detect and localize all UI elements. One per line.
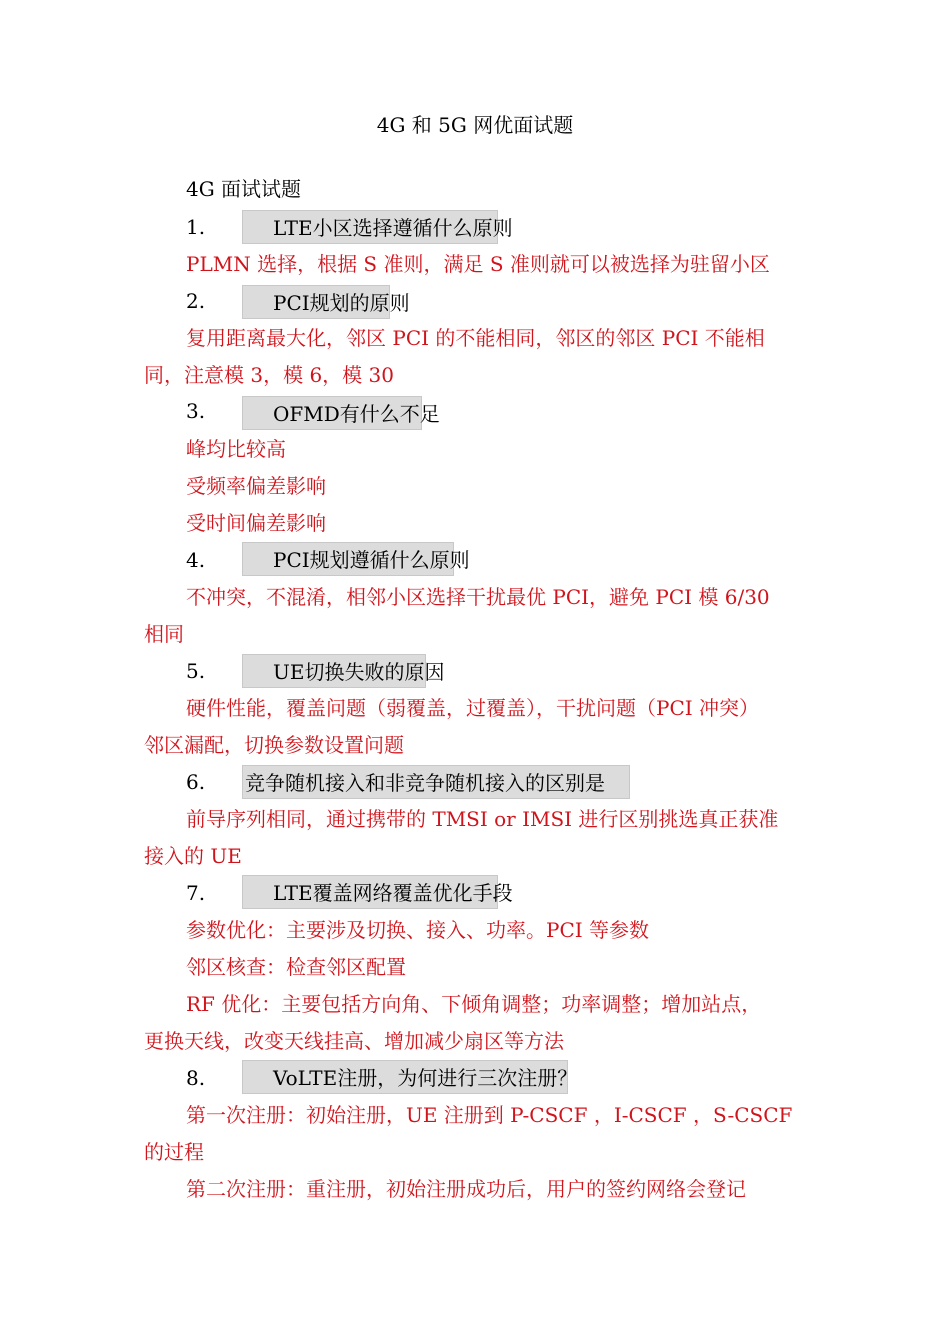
answer-line: 相同 (144, 622, 184, 646)
item-number: 2. (186, 289, 206, 313)
answer-line: 更换天线，改变天线挂高、增加减少扇区等方法 (144, 1029, 564, 1053)
answer-line: 受时间偏差影响 (186, 511, 326, 535)
item-number: 6. (186, 770, 206, 794)
answer-line: 受频率偏差影响 (186, 474, 326, 498)
question-box: PCI规划的原则 (242, 285, 390, 319)
answer-line: 第一次注册：初始注册，UE 注册到 P-CSCF ，I-CSCF ，S-CSCF (186, 1103, 793, 1127)
answer-line: 第二次注册：重注册，初始注册成功后，用户的签约网络会登记 (186, 1177, 746, 1201)
answer-line: PLMN 选择，根据 S 准则，满足 S 准则就可以被选择为驻留小区 (186, 252, 770, 276)
answer-line: 邻区核查：检查邻区配置 (186, 955, 406, 979)
document-title: 4G 和 5G 网优面试题 (376, 113, 574, 137)
answer-line: 邻区漏配，切换参数设置问题 (144, 733, 404, 757)
item-number: 8. (186, 1066, 206, 1090)
answer-line: 硬件性能，覆盖问题（弱覆盖，过覆盖），干扰问题（PCI 冲突） (186, 696, 760, 720)
question-box: 竞争随机接入和非竞争随机接入的区别是 (242, 765, 630, 799)
item-number: 3. (186, 399, 206, 423)
item-number: 5. (186, 659, 206, 683)
answer-line: 峰均比较高 (186, 437, 286, 461)
question-box: PCI规划遵循什么原则 (242, 542, 454, 576)
answer-line: RF 优化：主要包括方向角、下倾角调整；功率调整；增加站点， (186, 992, 762, 1016)
answer-line: 不冲突，不混淆，相邻小区选择干扰最优 PCI，避免 PCI 模 6/30 (186, 585, 770, 609)
item-number: 4. (186, 548, 206, 572)
answer-line: 复用距离最大化，邻区 PCI 的不能相同，邻区的邻区 PCI 不能相 (186, 326, 765, 350)
question-box: VoLTE注册，为何进行三次注册？ (242, 1060, 568, 1094)
question-box: LTE覆盖网络覆盖优化手段 (242, 875, 498, 909)
answer-line: 同，注意模 3，模 6，模 30 (144, 363, 394, 387)
answer-line: 接入的 UE (144, 844, 242, 868)
section-heading: 4G 面试试题 (186, 177, 302, 201)
answer-line: 前导序列相同，通过携带的 TMSI or IMSI 进行区别挑选真正获准 (186, 807, 779, 831)
item-number: 7. (186, 881, 206, 905)
question-box: OFMD有什么不足 (242, 396, 422, 430)
item-number: 1. (186, 215, 206, 239)
question-box: UE切换失败的原因 (242, 654, 426, 688)
question-box: LTE小区选择遵循什么原则 (242, 210, 498, 244)
answer-line: 参数优化：主要涉及切换、接入、功率。PCI 等参数 (186, 918, 650, 942)
answer-line: 的过程 (144, 1140, 204, 1164)
